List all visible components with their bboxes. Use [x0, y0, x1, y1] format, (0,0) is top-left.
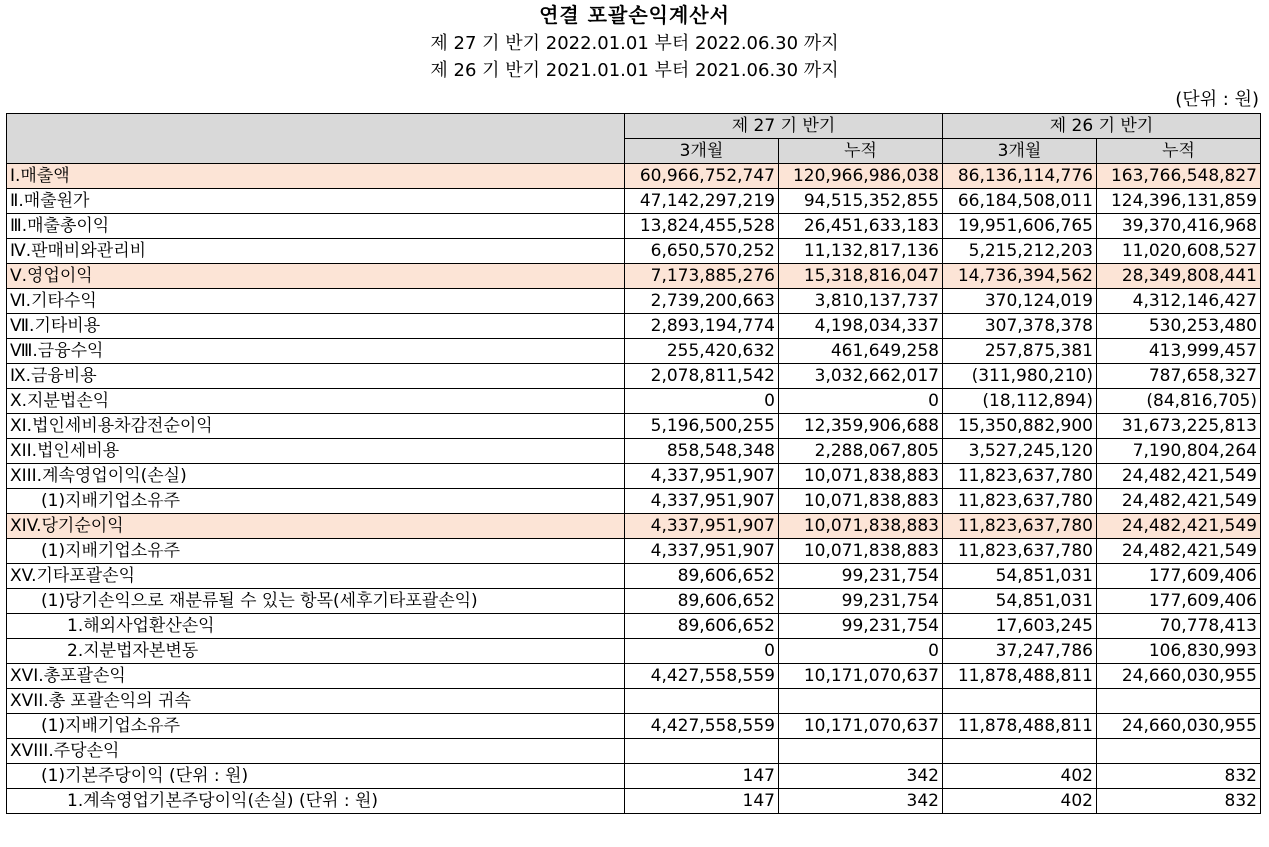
statement-title: 연결 포괄손익계산서: [539, 3, 730, 27]
value-3m-prior: 11,823,637,780: [943, 489, 1097, 514]
value-3m-prior: 257,875,381: [943, 339, 1097, 364]
row-label: Ⅹ.지분법손익: [7, 389, 625, 414]
value-cum-prior: 787,658,327: [1097, 364, 1261, 389]
value-3m-prior: 402: [943, 789, 1097, 814]
table-row: [7, 639, 1261, 664]
value-3m-current: 4,427,558,559: [625, 664, 779, 689]
table-row: [7, 439, 1261, 464]
value-cum-current: 0: [779, 639, 943, 664]
table-row: [7, 364, 1261, 389]
value-cum-current: 99,231,754: [779, 614, 943, 639]
value-3m-current: [625, 739, 779, 764]
value-cum-current: 10,171,070,637: [779, 664, 943, 689]
row-label: Ⅴ.영업이익: [7, 264, 625, 289]
table-row: [7, 789, 1261, 814]
value-cum-prior: 39,370,416,968: [1097, 214, 1261, 239]
value-3m-current: 2,739,200,663: [625, 289, 779, 314]
table-row: [7, 164, 1261, 189]
value-3m-prior: 37,247,786: [943, 639, 1097, 664]
header-3m-current: 3개월: [625, 139, 779, 164]
value-cum-prior: 163,766,548,827: [1097, 164, 1261, 189]
table-row: [7, 314, 1261, 339]
table-row: [7, 389, 1261, 414]
table-row: [7, 489, 1261, 514]
value-3m-current: [625, 689, 779, 714]
value-3m-current: 0: [625, 639, 779, 664]
value-cum-prior: 70,778,413: [1097, 614, 1261, 639]
row-label: Ⅷ.금융수익: [7, 339, 625, 364]
period-prior: 제 26 기 반기 2021.01.01 부터 2021.06.30 까지: [430, 60, 839, 81]
value-3m-prior: 17,603,245: [943, 614, 1097, 639]
value-3m-current: 6,650,570,252: [625, 239, 779, 264]
table-row: [7, 739, 1261, 764]
value-cum-prior: (84,816,705): [1097, 389, 1261, 414]
value-3m-prior: 15,350,882,900: [943, 414, 1097, 439]
value-3m-prior: 370,124,019: [943, 289, 1097, 314]
row-label: XIV.당기순이익: [7, 514, 625, 539]
value-3m-prior: 11,878,488,811: [943, 714, 1097, 739]
value-cum-current: 94,515,352,855: [779, 189, 943, 214]
table-row: [7, 264, 1261, 289]
value-cum-prior: 24,482,421,549: [1097, 514, 1261, 539]
value-cum-current: 26,451,633,183: [779, 214, 943, 239]
row-label: (1)지배기업소유주: [7, 714, 625, 739]
row-label: XV.기타포괄손익: [7, 564, 625, 589]
value-3m-prior: 402: [943, 764, 1097, 789]
row-label: XI.법인세비용차감전순이익: [7, 414, 625, 439]
table-row: [7, 614, 1261, 639]
row-label: XVIII.주당손익: [7, 739, 625, 764]
value-3m-current: 4,337,951,907: [625, 514, 779, 539]
value-3m-prior: 14,736,394,562: [943, 264, 1097, 289]
row-label: (1)지배기업소유주: [7, 539, 625, 564]
value-cum-prior: 28,349,808,441: [1097, 264, 1261, 289]
table-row: [7, 289, 1261, 314]
row-label: 1.계속영업기본주당이익(손실) (단위 : 원): [7, 789, 625, 814]
value-3m-prior: [943, 739, 1097, 764]
value-cum-current: 10,071,838,883: [779, 489, 943, 514]
value-3m-prior: 11,823,637,780: [943, 539, 1097, 564]
value-3m-prior: 11,823,637,780: [943, 464, 1097, 489]
header-prior-period: 제 26 기 반기: [943, 114, 1261, 139]
value-cum-prior: 7,190,804,264: [1097, 439, 1261, 464]
header-cum-prior: 누적: [1097, 139, 1261, 164]
value-cum-prior: 24,660,030,955: [1097, 664, 1261, 689]
row-label: (1)기본주당이익 (단위 : 원): [7, 764, 625, 789]
row-label: Ⅶ.기타비용: [7, 314, 625, 339]
row-label: Ⅸ.금융비용: [7, 364, 625, 389]
value-cum-prior: 832: [1097, 789, 1261, 814]
value-cum-current: 12,359,906,688: [779, 414, 943, 439]
value-cum-current: 15,318,816,047: [779, 264, 943, 289]
value-3m-current: 2,078,811,542: [625, 364, 779, 389]
value-3m-prior: 307,378,378: [943, 314, 1097, 339]
row-label: XIII.계속영업이익(손실): [7, 464, 625, 489]
row-label: (1)지배기업소유주: [7, 489, 625, 514]
row-label: Ⅱ.매출원가: [7, 189, 625, 214]
table-row: [7, 214, 1261, 239]
value-cum-prior: 11,020,608,527: [1097, 239, 1261, 264]
value-3m-current: 4,337,951,907: [625, 489, 779, 514]
value-3m-prior: 54,851,031: [943, 564, 1097, 589]
value-3m-current: 89,606,652: [625, 589, 779, 614]
value-cum-current: 2,288,067,805: [779, 439, 943, 464]
value-cum-prior: 106,830,993: [1097, 639, 1261, 664]
value-3m-current: 5,196,500,255: [625, 414, 779, 439]
value-cum-current: 461,649,258: [779, 339, 943, 364]
value-cum-prior: 124,396,131,859: [1097, 189, 1261, 214]
table-row: [7, 239, 1261, 264]
value-3m-current: 47,142,297,219: [625, 189, 779, 214]
table-row: [7, 464, 1261, 489]
value-3m-current: 13,824,455,528: [625, 214, 779, 239]
value-cum-prior: 31,673,225,813: [1097, 414, 1261, 439]
value-3m-current: 147: [625, 789, 779, 814]
value-cum-prior: 4,312,146,427: [1097, 289, 1261, 314]
table-row: [7, 414, 1261, 439]
value-cum-current: 10,071,838,883: [779, 514, 943, 539]
row-label: XII.법인세비용: [7, 439, 625, 464]
row-label: Ⅳ.판매비와관리비: [7, 239, 625, 264]
value-cum-current: 10,071,838,883: [779, 539, 943, 564]
value-3m-current: 255,420,632: [625, 339, 779, 364]
value-3m-current: 60,966,752,747: [625, 164, 779, 189]
value-cum-current: 11,132,817,136: [779, 239, 943, 264]
period-current: 제 27 기 반기 2022.01.01 부터 2022.06.30 까지: [430, 33, 839, 54]
value-3m-current: 89,606,652: [625, 564, 779, 589]
value-cum-current: 342: [779, 764, 943, 789]
table-row: [7, 689, 1261, 714]
row-label: 1.해외사업환산손익: [7, 614, 625, 639]
value-3m-prior: 11,823,637,780: [943, 514, 1097, 539]
value-cum-prior: [1097, 739, 1261, 764]
value-cum-prior: 24,482,421,549: [1097, 489, 1261, 514]
value-cum-prior: 530,253,480: [1097, 314, 1261, 339]
row-label: Ⅲ.매출총이익: [7, 214, 625, 239]
value-cum-current: 4,198,034,337: [779, 314, 943, 339]
table-row: [7, 514, 1261, 539]
value-cum-current: 342: [779, 789, 943, 814]
table-row: [7, 664, 1261, 689]
value-cum-current: 0: [779, 389, 943, 414]
value-cum-current: [779, 689, 943, 714]
value-cum-prior: 177,609,406: [1097, 589, 1261, 614]
row-label: (1)당기손익으로 재분류될 수 있는 항목(세후기타포괄손익): [7, 589, 625, 614]
value-3m-current: 7,173,885,276: [625, 264, 779, 289]
value-cum-current: 10,171,070,637: [779, 714, 943, 739]
value-cum-prior: 24,660,030,955: [1097, 714, 1261, 739]
income-statement-table: [6, 113, 1261, 814]
value-3m-prior: 3,527,245,120: [943, 439, 1097, 464]
row-label: XVI.총포괄손익: [7, 664, 625, 689]
row-label: Ⅵ.기타수익: [7, 289, 625, 314]
value-3m-current: 0: [625, 389, 779, 414]
value-3m-prior: 66,184,508,011: [943, 189, 1097, 214]
header-3m-prior: 3개월: [943, 139, 1097, 164]
table-row: [7, 339, 1261, 364]
table-row: [7, 764, 1261, 789]
value-3m-prior: 86,136,114,776: [943, 164, 1097, 189]
header-cum-current: 누적: [779, 139, 943, 164]
value-cum-current: 3,032,662,017: [779, 364, 943, 389]
table-row: [7, 539, 1261, 564]
header-blank-cell: [7, 114, 625, 164]
table-row: [7, 714, 1261, 739]
value-3m-current: 4,337,951,907: [625, 464, 779, 489]
value-3m-current: 2,893,194,774: [625, 314, 779, 339]
value-cum-current: 99,231,754: [779, 564, 943, 589]
header-current-period: 제 27 기 반기: [625, 114, 943, 139]
value-3m-prior: 19,951,606,765: [943, 214, 1097, 239]
value-cum-current: [779, 739, 943, 764]
value-cum-prior: 177,609,406: [1097, 564, 1261, 589]
row-label: 2.지분법자본변동: [7, 639, 625, 664]
value-3m-prior: (18,112,894): [943, 389, 1097, 414]
value-3m-prior: 5,215,212,203: [943, 239, 1097, 264]
value-3m-current: 4,427,558,559: [625, 714, 779, 739]
unit-label: (단위 : 원): [1175, 89, 1259, 110]
value-3m-prior: 54,851,031: [943, 589, 1097, 614]
value-cum-current: 3,810,137,737: [779, 289, 943, 314]
value-3m-current: 858,548,348: [625, 439, 779, 464]
table-row: [7, 564, 1261, 589]
row-label: XVII.총 포괄손익의 귀속: [7, 689, 625, 714]
value-3m-prior: 11,878,488,811: [943, 664, 1097, 689]
value-cum-prior: 24,482,421,549: [1097, 464, 1261, 489]
table-row: [7, 589, 1261, 614]
value-cum-prior: 832: [1097, 764, 1261, 789]
value-3m-prior: [943, 689, 1097, 714]
value-3m-prior: (311,980,210): [943, 364, 1097, 389]
value-cum-prior: [1097, 689, 1261, 714]
row-label: Ⅰ.매출액: [7, 164, 625, 189]
value-3m-current: 147: [625, 764, 779, 789]
table-row: [7, 189, 1261, 214]
header-row-periods: [7, 114, 1261, 139]
value-cum-current: 120,966,986,038: [779, 164, 943, 189]
value-cum-current: 99,231,754: [779, 589, 943, 614]
value-cum-prior: 24,482,421,549: [1097, 539, 1261, 564]
value-cum-current: 10,071,838,883: [779, 464, 943, 489]
value-cum-prior: 413,999,457: [1097, 339, 1261, 364]
value-3m-current: 89,606,652: [625, 614, 779, 639]
value-3m-current: 4,337,951,907: [625, 539, 779, 564]
